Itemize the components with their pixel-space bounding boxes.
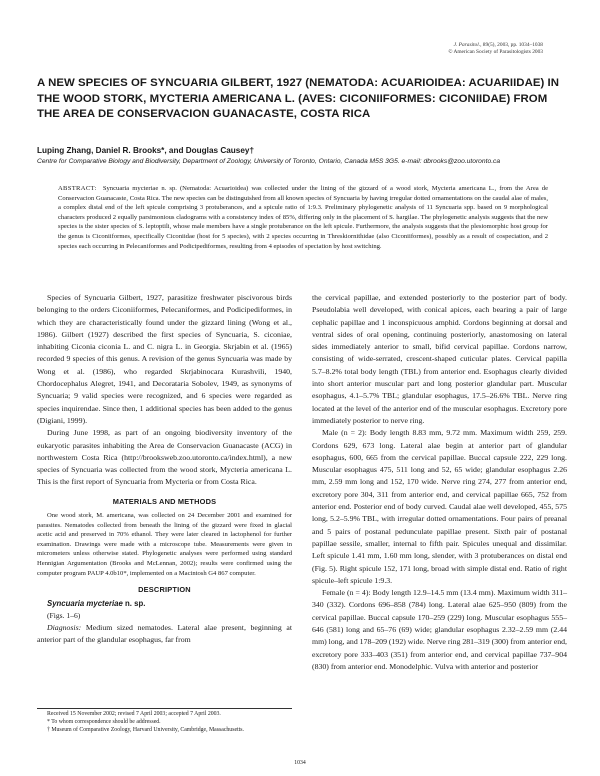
footnotes (37, 708, 292, 734)
author-list: Luping Zhang, Daniel R. Brooks*, and Douglas Causey† (37, 146, 255, 155)
journal-copyright: © American Society of Parasitologists 2003 (448, 49, 543, 56)
left-column (37, 292, 292, 712)
author-affiliation: Centre for Comparative Biology and Biodiversity, Department of Zoology, University of Toronto, Ontario, Canada M5S 3G5. e-mail: dbrooks@zoo.utoronto.ca (37, 158, 501, 165)
intro-paragraph-2: During June 1998, as part of an ongoing biodiversity inventory of the eukaryotic parasites inhabiting the Area de Conservacion Guanacaste (ACG) in northwestern Costa Rica (http://brooksweb.zoo.utoronto.ca/index.html), a new species of Syncuaria was collected from the wood stork, Mycteria americana L. This is the first report of Syncuaria from Mycteria or from Costa Rica. (37, 428, 292, 487)
abstract-label: ABSTRACT: (58, 185, 97, 192)
page-number: 1034 (294, 760, 306, 766)
footnote-correspondence: * To whom correspondence should be addressed. (47, 718, 161, 725)
diagnosis-paragraph (37, 622, 292, 647)
methods-heading: MATERIALS AND METHODS (112, 496, 217, 506)
description-continued-paragraph: the cervical papillae, and extended posteriorly to the posterior part of body. Pseudolabia well developed, with conical apices, each bearing a pair of large cephalic papillae and 1 inconspicuous amphid. Cordons beginning at dorsal and ventral sides of oral opening, continuing posteriorly, anastomosing on lateral sides immediately anterior to small, bifid cervical papillae. Cordons narrow, consisting of wide-serrated, crescent-shaped cuticular plates. Cervical papilla 5.7–8.2% total body length (TBL) from anterior end. Esophagus clearly divided into short anterior muscular part and long posterior glandular part. Muscular esophagus, 4.1–5.7% TBL; glandular esophagus, 17.5–26.6% TBL. Nerve ring located at the level of the anterior end of the muscular esophagus. Excretory pore immediately posterior to nerve ring. (312, 293, 567, 425)
methods-paragraph: One wood stork, M. americana, was collected on 24 December 2001 and examined for parasites. Nematodes collected from beneath the lining of the gizzard were fixed in glacial acetic acid and preserved in 70% ethanol. They were later cleared in lactophenol for further examination. Drawings were made with a microscope tube. Measurements were given in micrometers unless otherwise stated. Phylogenetic analyses were performed using standard Hennigian Argumentation (Brooks and McLennan, 2002); results were confirmed using the computer program PAUP 4.0b10*, implemented on a Macintosh G4 867 computer. (37, 512, 292, 577)
journal-name: J. Parasitol. (453, 42, 481, 48)
diagnosis-text: Medium sized nematodes. Lateral alae present, beginning at anterior part of the glandular esophagus, far from (37, 623, 292, 645)
diagnosis-label: Diagnosis: (47, 623, 82, 633)
species-suffix: n. sp. (125, 598, 146, 608)
species-heading (37, 598, 292, 610)
male-description-paragraph: Male (n = 2): Body length 8.83 mm, 9.72 mm. Maximum width 259, 259. Cordons 629, 673 long. Lateral alae begin at anterior part of glandular esophagus, 600, 665 from the cervical papillae. Buccal capsule 222, 229 long. Muscular esophagus 475, 511 long and 52, 65 wide; glandular esophagus 2.26 mm, 2.59 mm long and 152, 170 wide. Nerve ring 274, 277 from anterior end, excretory pore 304, 311 from anterior end, and cervical papillae 665, 752 from anterior end. Posterior end of body curved. Caudal alae well developed, 455, 575 long, 5.2–5.9% TBL, with irregular dotted ornamentations. Four pairs of preanal and 5 pairs of postanal pedunculate papillae present. Sixth pair of postanal papillae sessile, smaller, internal to fifth pair. Spicules unequal and dissimilar. Left spicule 1.41 mm, 1.60 mm long, slender, with 3 protuberances on distal end (Fig. 5). Right spicule 152, 171 long, broad with simple distal end. Ratio of right spicule–left spicule 1:9.3. (312, 428, 567, 585)
footnote-received: Received 15 November 2002; revised 7 April 2003; accepted 7 April 2003. (47, 711, 221, 717)
article-title: A NEW SPECIES OF SYNCUARIA GILBERT, 1927 (NEMATODA: ACUARIOIDEA: ACUARIIDAE) IN THE WOOD STORK, MYCTERIA AMERICANA L. (AVES: CICONIIFORMES: CICONIIDAE) FROM THE AREA DE CONSERVACION GUANACASTE, COSTA RICA (37, 77, 560, 120)
intro-paragraph-1: Species of Syncuaria Gilbert, 1927, parasitize freshwater piscivorous birds belonging to the orders Ciconiiformes, Pelecaniformes, and Podicipediformes, in which they are characteristically found under the gizzard lining (Wong et al., 1986). Gilbert (1927) described the first species of Syncuaria, S. ciconiae, inhabiting Ciconia ciconia L. and C. nigra L. in Georgia. Skrjabin et al. (1965) recorded 9 species of this genus. A revision of the genus Syncuaria was made by Wong et al. (1986), who regarded Skrjabinocara Kurashvili, 1940, Chordocephalus Alegret, 1941, and Decorataria Sobolev, 1949, as synonyms of Syncuaria; 9 valid species were recognized, and 6 species were regarded as species inquirendae. Since then, 1 additional species has been added to the genus (Digiani, 1999). (37, 293, 292, 425)
right-column (312, 292, 567, 673)
female-description-paragraph: Female (n = 4): Body length 12.9–14.5 mm (13.4 mm). Maximum width 311–340 (332). Cordons 696–858 (784) long. Lateral alae 625–950 (809) from the cervical papillae. Buccal capsule 170–259 (229) long. Muscular esophagus 555–646 (581) long and 65–76 (69) wide; glandular esophagus 2.32–2.59 mm (2.44 mm) long, and 178–209 (192) wide. Nerve ring 281–319 (300) from anterior end, excretory pore 333–403 (351) from anterior end, and cervical papillae 737–904 (830) from anterior end. Monodelphic. Vulva with anterior and posterior (312, 588, 567, 671)
figure-reference: (Figs. 1–6) (47, 610, 81, 620)
journal-volume-pages: , 89(5), 2003, pp. 1034–1038 (480, 42, 543, 48)
description-heading: DESCRIPTION (138, 585, 191, 595)
footnote-affiliation: † Museum of Comparative Zoology, Harvard University, Cambridge, Massachusetts. (47, 726, 244, 733)
abstract-text: Syncuaria mycteriae n. sp. (Nematoda: Acuarioidea) was collected under the lining of the gizzard of a wood stork, Mycteria americana L., from the Area de Conservacion Guanacaste, Costa Rica. The new species can be distinguished from all known species of Syncuaria by having irregular dotted ornamentations on the caudal alae of males, a complex distal end of the left spicule comprising 3 protuberances, and a spicule ratio of 1:9.3. Preliminary phylogenetic analysis of 11 Syncuaria spp. based on 9 morphological characters produced 2 equally parsimonious cladograms with a consistency index of 85%, differing only in the placement of S. hargilae. The phylogenetic analysis suggests that the new species is the sister species of S. leptoptili, whose male members have a single protuberance on the left spicule. Furthermore, the analysis suggests that the plesiomorphic host group for the genus is Ciconiiformes, specifically Ciconiidae (host for 5 species), with 2 species occurring in Threskiornithidae (also Ciconiiformes), possibly as a result of cospeciation, and 2 species each occurring in Pelecaniformes and Podicipediformes, resulting from 4 episodes of speciation by host switching. (58, 185, 548, 250)
species-name: Syncuaria mycteriae (47, 598, 123, 608)
abstract (58, 184, 548, 251)
journal-header (448, 42, 543, 56)
